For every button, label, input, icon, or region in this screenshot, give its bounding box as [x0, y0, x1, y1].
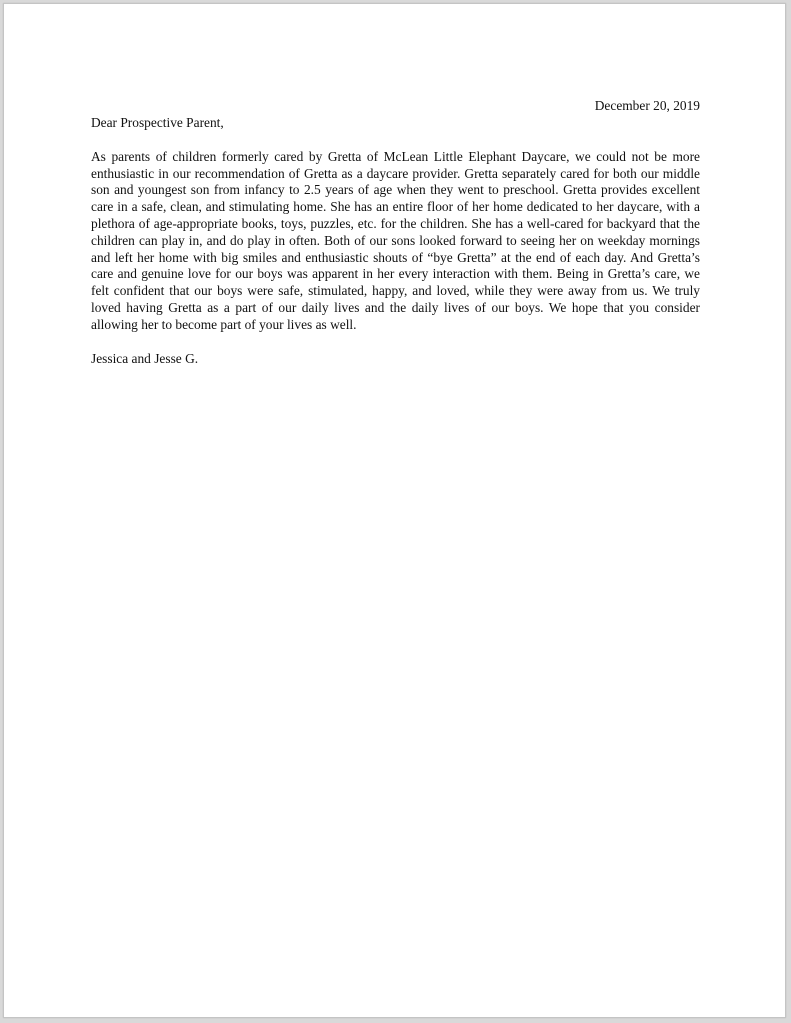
letter-salutation: Dear Prospective Parent,: [91, 115, 224, 130]
letter-body: As parents of children formerly cared by Gretta of McLean Little Elephant Daycare, we could not be more enthusiastic in our recommendation of Gretta as a daycare provider. Gretta separately cared for both our middle son and youngest son from infancy to 2.5 years of age when they went to preschool. Gretta provides excellent care in a safe, clean, and stimulating home. She has an entire floor of her home dedicated to her daycare, with a plethora of age-appropriate books, toys, puzzles, etc. for the children. She has a well-cared for backyard that the children can play in, and do play in often. Both of our sons looked forward to seeing her on weekday mornings and left her home with big smiles and enthusiastic shouts of “bye Gretta” at the end of each day. And Gretta’s care and genuine love for our boys was apparent in her every interaction with them. Being in Gretta’s care, we felt confident that our boys were safe, stimulated, happy, and loved, while they were away from us. We truly loved having Gretta as a part of our daily lives and the daily lives of our boys. We hope that you consider allowing her to become part of your lives as well.: [91, 148, 700, 332]
letter-content: [91, 98, 700, 367]
document-page: [3, 3, 786, 1018]
letter-signature: Jessica and Jesse G.: [91, 350, 199, 366]
letter-date: December 20, 2019: [594, 98, 700, 113]
